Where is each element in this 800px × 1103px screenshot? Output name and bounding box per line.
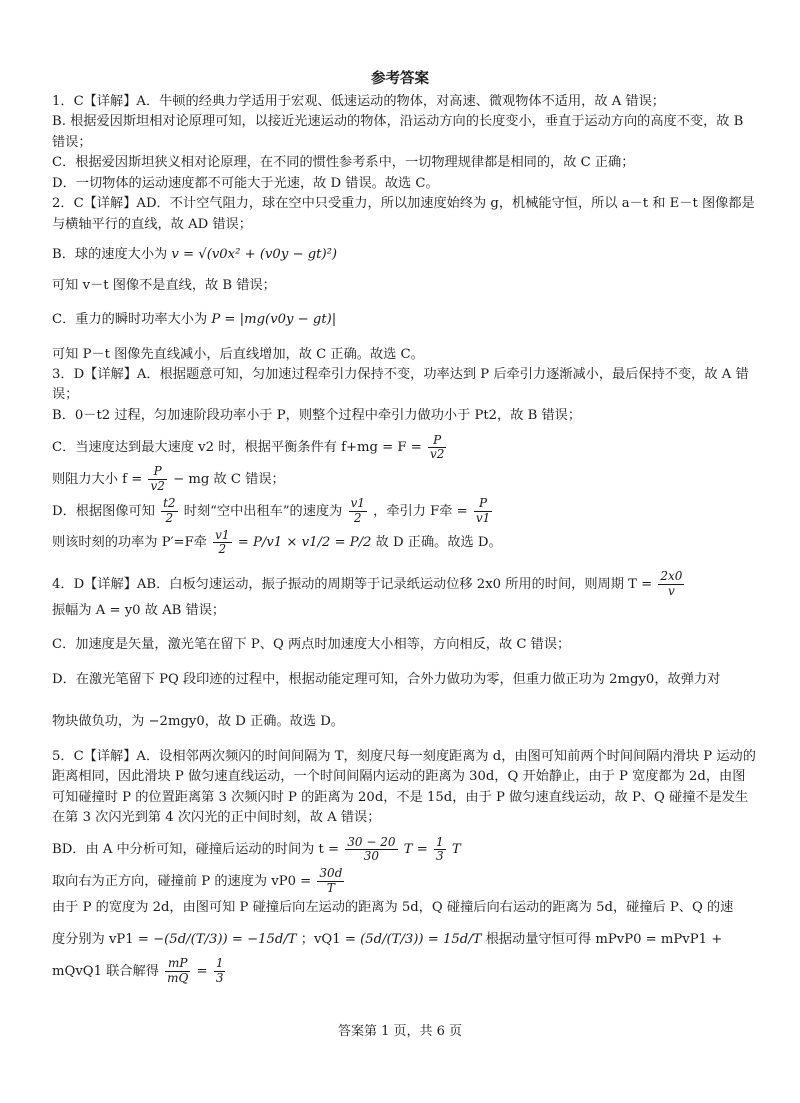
fraction-period: $\frac{2x0}{v}$	[660, 569, 683, 599]
q4-line-c: C．加速度是矢量，激光笔在留下 P、Q 两点时加速度大小相等，方向相反，故 C 错误；	[52, 637, 571, 653]
fraction-p-v1: $\frac{P}{v1}$	[475, 495, 491, 525]
answer-content	[52, 92, 758, 988]
q3-line-d: 则阻力大小 f = $\frac{P}{v2}$ − mg 故 C 错误；	[52, 464, 285, 494]
q2-line-d: C．重力的瞬时功率大小为 P = |mg(v0y − gt)|	[52, 312, 337, 328]
vp1-expression: −(5d/(T/3)) = −15d/T	[153, 932, 297, 948]
q4-line-e: 物块做负功，为 −2mgy0，故 D 正确。故选 D。	[52, 714, 344, 730]
q4-line-d: D．在激光笔留下 PQ 段印迹的过程中，根据动能定理可知，合外力做功为零，但重力做正功为 2mgy0，故弹力对	[52, 671, 721, 687]
q5-line-c: 取向右为正方向，碰撞前 P 的速度为 vP0 = $\frac{30d}{T}$	[52, 866, 343, 896]
fraction-p-v2-b: $\frac{P}{v2}$	[150, 464, 165, 494]
q5-line-b: BD．由 A 中分析可知，碰撞后运动的时间为 t = $\frac{30 - 20}{30}$ T = $\frac{1}{3}$ T	[52, 834, 461, 864]
power-formula: P = |mg(v0y − gt)|	[211, 312, 337, 328]
page-footer: 答案第 1 页，共 6 页	[337, 1024, 463, 1039]
fraction-v1-2: $\frac{v1}{2}$	[350, 495, 365, 525]
q2-line-e: 可知 P－t 图像先直线减小，后直线增加，故 C 正确。故选 C。	[52, 346, 424, 362]
power-product: = P/v1 × v1/2 = P/2	[237, 535, 372, 551]
q1-line-a: 1．C【详解】A．牛顿的经典力学适用于宏观、低速运动的物体，对高速、微观物体不适用，故 A 错误；	[52, 94, 665, 109]
q3-line-a: 3．D【详解】A．根据题意可知，匀加速过程牵引力保持不变，功率达到 P 后牵引力逐渐减小，最后保持不变，故 A 错误；	[52, 366, 749, 403]
q3-line-c: C．当速度达到最大速度 v2 时，根据平衡条件有 f+mg = F = $\frac{P}{v2}$	[52, 432, 445, 462]
fraction-vp0: $\frac{30d}{T}$	[319, 866, 343, 896]
q3-line-f: 则该时刻的功率为 P′=F牵 $\frac{v1}{2}$ = P/v1 × v1/2 = P/2 故 D 正确。故选 D。	[52, 527, 502, 557]
q1-line-c: C．根据爱因斯坦狭义相对论原理，在不同的惯性参考系中，一切物理规律都是相同的，故 C 正确；	[52, 155, 635, 171]
q2-line-b: B．球的速度大小为 v = √(v0x² + (v0y − gt)²)	[52, 247, 338, 263]
fraction-time: $\frac{30 - 20}{30}$	[347, 834, 396, 864]
q4-line-a: 4．D【详解】AB．白板匀速运动，振子振动的周期等于记录纸运动位移 2x0 所用的时间，则周期 T = $\frac{2x0}{v}$	[52, 569, 683, 599]
fraction-t2-2: $\frac{t2}{2}$	[163, 495, 176, 525]
vq1-expression: (5d/(T/3)) = 15d/T	[360, 932, 482, 948]
fraction-v1-2-b: $\frac{v1}{2}$	[215, 527, 230, 557]
fraction-mass-result: $\frac{1}{3}$	[215, 956, 224, 985]
q3-line-e: D．根据图像可知 $\frac{t2}{2}$ 时刻“空中出租车”的速度为 $\frac{v1}{2}$ ，牵引力 F牵 = $\frac{P}{v1}$	[52, 495, 491, 525]
q5-line-e: 度分别为 vP1 = −(5d/(T/3)) = −15d/T ；vQ1 = (5d/(T/3)) = 15d/T 根据动量守恒可得 mPvP0 = mPvP1 + mQvQ1 联合解得 $\frac{mP}{mQ}$ = $\frac{1}{3}$	[52, 932, 723, 985]
q3-line-b: B．0－t2 过程，匀加速阶段功率小于 P，则整个过程中牵引力做功小于 Pt2，故 B 错误；	[52, 407, 582, 423]
fraction-mass-ratio: $\frac{mP}{mQ}$	[167, 956, 189, 985]
q5-line-a: 5．C【详解】A．设相邻两次频闪的时间间隔为 T，刻度尺每一刻度距离为 d，由图可知前两个时间间隔内滑块 P 运动的距离相同，因此滑块 P 做匀速直线运动，一个时间间隔内运动的距离为 30d，Q 开始静止，由于 P 宽度都为 2d，由图可知碰撞时 P 的位置距离第 3 次频闪时 P 的距离为 20d，不是 15d，由于 P 做匀速直线运动，故 P、Q 碰撞不是发生在第 3 次闪光到第 4 次闪光的正中间时刻，故 A 错误；	[52, 748, 756, 825]
q1-line-d: D．一切物体的运动速度都不可能大于光速，故 D 错误。故选 C。	[52, 175, 439, 191]
velocity-formula: v = √(v0x² + (v0y − gt)²)	[171, 247, 338, 263]
q4-line-b: 振幅为 A = y0 故 AB 错误；	[52, 602, 226, 618]
q2-line-a: 2．C【详解】AD．不计空气阻力，球在空中只受重力，所以加速度始终为 g，机械能守恒，所以 a－t 和 E－t 图像都是与横轴平行的直线，故 AD 错误；	[52, 196, 755, 232]
q1-line-b: B. 根据爱因斯坦相对论原理可知，以接近光速运动的物体，沿运动方向的长度变小，垂直于运动方向的高度不变，故 B 错误；	[52, 114, 744, 150]
q5-line-d: 由于 P 的宽度为 2d，由图可知 P 碰撞后向左运动的距离为 5d，Q 碰撞后向右运动的距离为 5d，碰撞后 P、Q 的速	[52, 899, 734, 915]
fraction-one-third: $\frac{1}{3}$	[435, 834, 444, 864]
q2-line-c: 可知 v－t 图像不是直线，故 B 错误；	[52, 277, 276, 293]
page-title: 参考答案	[371, 70, 429, 87]
fraction-p-v2: $\frac{P}{v2}$	[429, 432, 445, 462]
